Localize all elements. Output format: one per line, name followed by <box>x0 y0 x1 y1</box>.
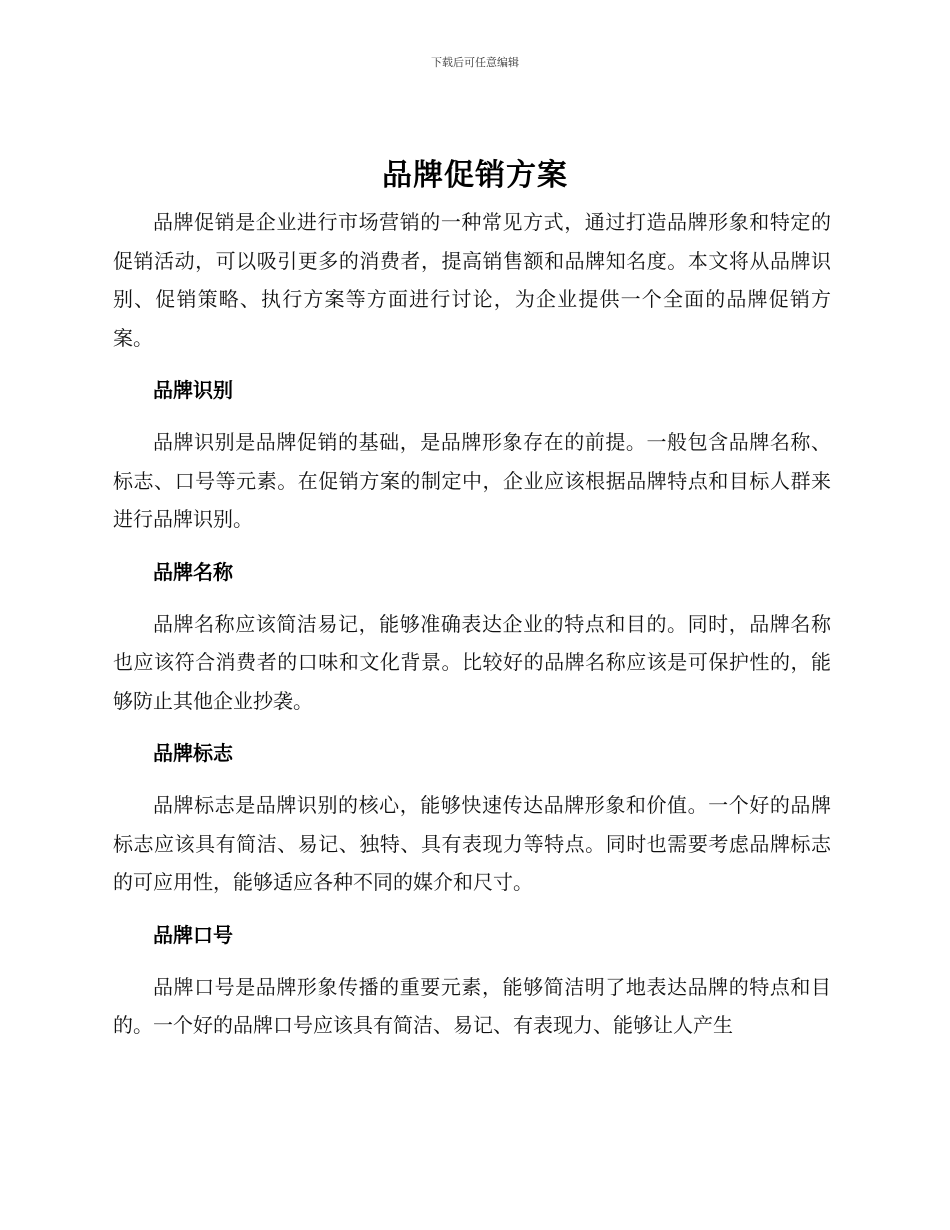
section-heading-brand-slogan: 品牌口号 <box>153 922 233 947</box>
document-body <box>113 203 831 1045</box>
section-heading-brand-logo: 品牌标志 <box>153 741 233 765</box>
section-paragraph-brand-name: 品牌名称应该简洁易记，能够准确表达企业的特点和目的。同时，品牌名称也应该符合消费者的口味和文化背景。比较好的品牌名称应该是可保护性的，能够防止其他企业抄袭。 <box>113 611 831 713</box>
section-paragraph-brand-logo: 品牌标志是品牌识别的核心，能够快速传达品牌形象和价值。一个好的品牌标志应该具有简洁、易记、独特、具有表现力等特点。同时也需要考虑品牌标志的可应用性，能够适应各种不同的媒介和尺寸。 <box>113 793 831 894</box>
section-heading-brand-name: 品牌名称 <box>153 559 233 584</box>
document-title: 品牌促销方案 <box>382 158 568 193</box>
intro-paragraph: 品牌促销是企业进行市场营销的一种常见方式，通过打造品牌形象和特定的促销活动，可以吸引更多的消费者，提高销售额和品牌知名度。本文将从品牌识别、促销策略、执行方案等方面进行讨论，为企业提供一个全面的品牌促销方案。 <box>113 210 831 350</box>
section-heading-brand-identity: 品牌识别 <box>153 378 233 402</box>
section-paragraph-brand-slogan: 品牌口号是品牌形象传播的重要元素，能够简洁明了地表达品牌的特点和目的。一个好的品牌口号应该具有简洁、易记、有表现力、能够让人产生 <box>113 974 831 1037</box>
section-paragraph-brand-identity: 品牌识别是品牌促销的基础，是品牌形象存在的前提。一般包含品牌名称、标志、口号等元素。在促销方案的制定中，企业应该根据品牌特点和目标人群来进行品牌识别。 <box>113 430 831 531</box>
header-note: 下载后可任意编辑 <box>431 56 519 69</box>
